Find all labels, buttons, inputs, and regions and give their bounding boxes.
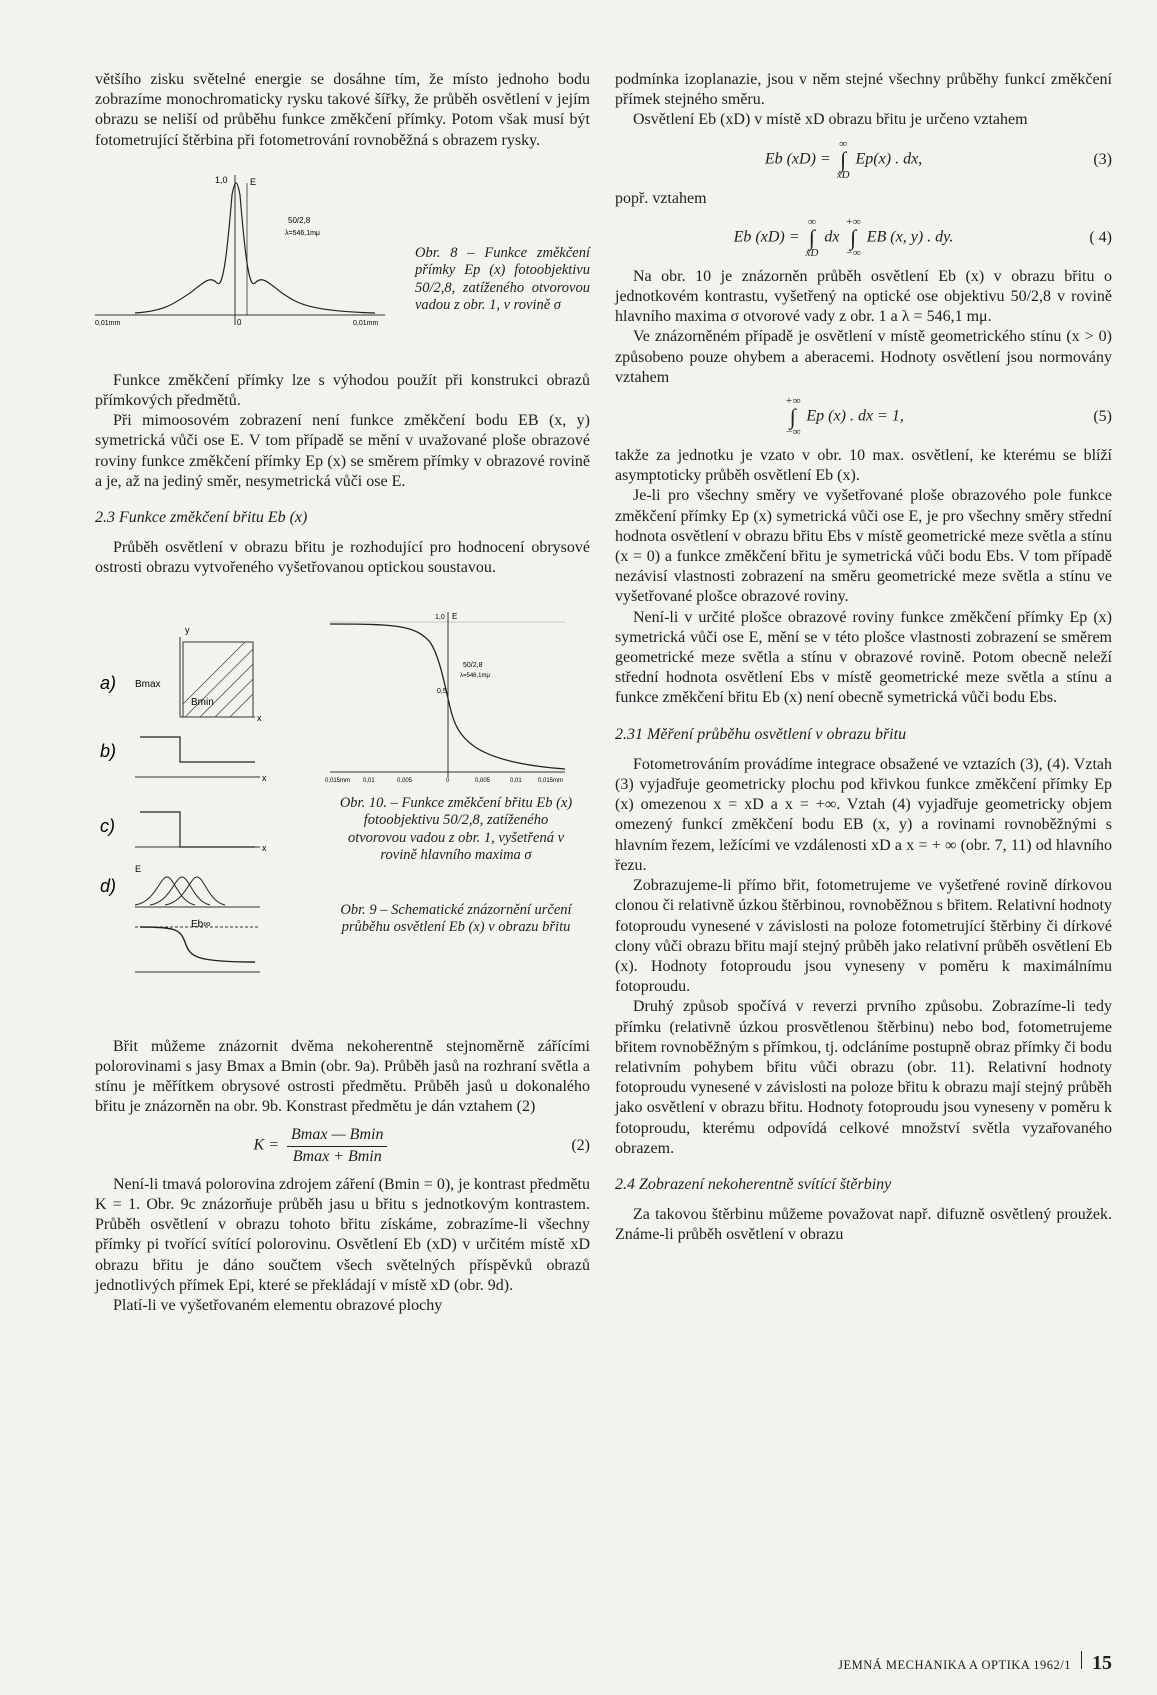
integral-lower: −∞ bbox=[845, 246, 861, 259]
integral-sign: ∞ ∫ xD bbox=[836, 137, 850, 181]
figure-10-tick: 0,015mm bbox=[538, 777, 564, 784]
equation-number: ( 4) bbox=[1089, 228, 1112, 246]
figure-9-label: E bbox=[135, 863, 142, 874]
figure-10-label: 50/2,8 bbox=[463, 661, 483, 669]
paragraph: Platí-li ve vyšetřovaném elementu obrazové plochy bbox=[113, 1297, 443, 1315]
figure-9-label: a) bbox=[100, 672, 117, 693]
equation-3-rhs: Ep(x) . dx, bbox=[855, 150, 923, 168]
paragraph: Na obr. 10 je znázorněn průběh osvětlení Eb (x) v obrazu břitu o jednotkovém kontrastu, vyšetřený na optické ose objektivu 50/2,8 v rovině hlavního maxima σ otvorové vady z obr. 1 a λ = 546,1 mμ. bbox=[615, 267, 1112, 326]
integral-sign: ∞ ∫ xD bbox=[805, 215, 819, 259]
figure-9-label: x bbox=[257, 712, 262, 723]
equation-5-rhs: Ep (x) . dx = 1, bbox=[806, 407, 904, 425]
page-footer bbox=[838, 1651, 1112, 1675]
equation-4-lhs: Eb (xD) = bbox=[733, 228, 800, 246]
equation-number: (3) bbox=[1093, 150, 1112, 168]
paragraph: Osvětlení Eb (xD) v místě xD obrazu břitu je určeno vztahem bbox=[633, 111, 1028, 129]
footer-divider bbox=[1081, 1651, 1082, 1669]
paragraph: Druhý způsob spočívá v reverzi prvního způsobu. Zobrazíme-li tedy přímku (relativně úzkou prosvětlenou štěrbinu) nebo bod, fotometrujeme břitem rovnoběžným s přímkou, tj. odcláníme postupně obraz přímky či bodu relativním pohybem břitu vůči obrazu (obr. 11). Relativní hodnoty fotoproudu vynesené v závislosti na poloze břitu k obrazu mají stejný průběh jako osvětlení v obrazu břitu. Hodnoty fotoproudu jsou vyneseny v poměru k fotoproudu, kterému odpovídá celkové množství světla vyzařovaného obrazem. bbox=[615, 998, 1112, 1157]
figure-10-tick: 0 bbox=[446, 777, 450, 784]
paragraph: Za takovou štěrbinu můžeme považovat např. difuzně osvětlený proužek. Známe-li průběh osvětlení v obrazu bbox=[615, 1206, 1112, 1244]
equation-2-lhs: K = bbox=[253, 1136, 280, 1154]
figure-9-label: Eb∞ bbox=[191, 918, 211, 930]
figure-8-label: E bbox=[250, 176, 257, 187]
equation-3-lhs: Eb (xD) = bbox=[764, 150, 831, 168]
equation-2 bbox=[95, 1125, 590, 1166]
figure-10-tick: 0,01 bbox=[363, 777, 375, 784]
section-heading: 2.4 Zobrazení nekoherentně svítící štěrbiny bbox=[615, 1175, 892, 1193]
integral-lower: xD bbox=[805, 246, 819, 259]
figure-10-tick: 0,005 bbox=[397, 777, 413, 784]
journal-name: JEMNÁ MECHANIKA A OPTIKA 1962/1 bbox=[838, 1658, 1071, 1672]
section-heading: 2.31 Měření průběhu osvětlení v obrazu břitu bbox=[615, 725, 907, 743]
paragraph: Ve znázorněném případě je osvětlení v místě geometrického stínu (x > 0) způsobeno pouze ohybem a aberacemi. Hodnoty osvětlení jsou normovány vztahem bbox=[615, 328, 1112, 386]
paragraph: popř. vztahem bbox=[615, 189, 707, 207]
figure-9-label: c) bbox=[100, 815, 115, 836]
equation-4 bbox=[615, 217, 1112, 259]
paragraph: Fotometrováním provádíme integrace obsažené ve vztazích (3), (4). Vztah (3) vyjadřuje geometricky plochu pod křivkou funkce změkčení přímky Ep (x) omezenou x = xD a x = +∞. Vztah (4) vyjadřuje geometricky objem omezený funkcí změkčení bodu EB (x, y) a rovinami rovnoběžnými s hlavním řezem, ležícími ve vzdálenosti xD a x = + ∞ (obr. 7, 11) od hlavního řezu. bbox=[615, 755, 1112, 874]
figure-8 bbox=[95, 165, 590, 365]
figure-9-label: b) bbox=[100, 740, 117, 761]
figure-8-label: 50/2,8 bbox=[288, 215, 311, 225]
integral-sign: +∞ ∫ −∞ bbox=[785, 395, 801, 439]
integral-upper: +∞ bbox=[845, 215, 861, 228]
paragraph: Při mimoosovém zobrazení není funkce změkčení bodu EB (x, y) symetrická vůči ose E. V tom případě se mění v uvažované ploše obrazové roviny funkce změkčení přímky Ep (x) se směrem přímky v obrazové rovině a je, až na jediný směr, nesymetrická vůči ose E. bbox=[95, 412, 590, 490]
figure-10-caption: Obr. 10. – Funkce změkčení břitu Eb (x) fotoobjektivu 50/2,8, zatíženého otvorovou vadou z obr. 1, vyšetřená v rovině hlavního maxima σ bbox=[339, 794, 573, 864]
integral-lower: −∞ bbox=[785, 426, 801, 439]
integral-upper: ∞ bbox=[839, 137, 848, 150]
paragraph: Funkce změkčení přímky lze s výhodou použít při konstrukci obrazů přímkových předmětů. bbox=[95, 371, 590, 410]
figure-9-label: Bmax bbox=[135, 678, 161, 690]
figure-10-label: E bbox=[452, 611, 458, 621]
figure-10-tick: 0,015mm bbox=[325, 777, 351, 784]
paragraph: Není-li tmavá polorovina zdrojem záření (Bmin = 0), je kontrast předmětu K = 1. Obr. 9c znázorňuje průběh jasu u břitu s jednotkovým kontrastem. Průběh osvětlení v obrazu tohoto břitu získáme, zobrazíme-li všechny přímky pi tvořící svítící polorovinu. Osvětlení Eb (xD) v určitém místě xD obrazu břitu je dáno součtem všech světelných příspěvků obrazů jednotlivých přímek Epi, které se překládají v místě xD (obr. 9d). bbox=[95, 1175, 590, 1294]
paragraph: takže za jednotku je vzato v obr. 10 max. osvětlení, ke kterému se blíží asymptoticky průběh osvětlení Eb (x). bbox=[615, 447, 1112, 485]
figure-8-label: 0,01mm bbox=[353, 319, 379, 327]
paragraph: podmínka izoplanazie, jsou v něm stejné všechny průběhy funkcí změkčení přímek stejného směru. bbox=[615, 71, 1112, 109]
equation-4-mid: dx bbox=[824, 228, 840, 246]
paragraph: Průběh osvětlení v obrazu břitu je rozhodující pro hodnocení obrysové ostrosti obrazu vytvořeného vyšetřovanou optickou soustavou. bbox=[95, 539, 590, 577]
paragraph: Není-li v určité plošce obrazové roviny funkce změkčení přímky Ep (x) symetrická vůči ose E, mění se v této plošce vlastnosti zobrazení se směrem geometrické meze světla a stínu v obrazové rovině. Potom obecně neleží střední hodnota osvětlení Ebs v místě geometrické meze světla a stínu a funkce změkčení břitu Eb (x) není obecně symetrická vůči bodu Ebs. bbox=[615, 608, 1112, 707]
equation-5 bbox=[615, 396, 1112, 438]
figure-9-label: y bbox=[185, 624, 190, 635]
figure-10-tick: 0,005 bbox=[475, 777, 491, 784]
figure-9-label: d) bbox=[100, 875, 117, 896]
figure-8-caption: Obr. 8 – Funkce změkčení přímky Ep (x) fotoobjektivu 50/2,8, zatíženého otvorovou vadou z obr. 1, v rovině σ bbox=[415, 244, 590, 314]
page-number: 15 bbox=[1092, 1652, 1112, 1674]
figure-9-label: x bbox=[262, 842, 267, 853]
figure-8-label: 1,0 bbox=[215, 174, 228, 185]
figure-8-label: 0 bbox=[237, 317, 242, 327]
equation-number: (5) bbox=[1093, 407, 1112, 425]
integral-lower: xD bbox=[836, 168, 850, 181]
equation-2-fraction bbox=[287, 1125, 387, 1166]
figure-8-label: 0,01mm bbox=[95, 319, 121, 327]
figure-9-label: Bmin bbox=[191, 696, 214, 708]
equation-2-numerator: Bmax — Bmin bbox=[287, 1125, 387, 1146]
equation-number: (2) bbox=[571, 1137, 590, 1155]
right-column bbox=[615, 70, 1112, 1246]
equation-4-rhs: EB (x, y) . dy. bbox=[866, 228, 954, 246]
figure-9-label: x bbox=[262, 772, 267, 783]
section-heading: 2.3 Funkce změkčení břitu Eb (x) bbox=[95, 509, 308, 527]
figure-10-label: 1,0 bbox=[435, 613, 445, 621]
equation-2-denominator: Bmax + Bmin bbox=[292, 1147, 382, 1165]
figure-10-label: λ=546,1mμ bbox=[460, 672, 490, 679]
integral-upper: ∞ bbox=[808, 215, 816, 228]
paragraph: Břit můžeme znázornit dvěma nekoherentně stejnoměrně zářícími polorovinami s jasy Bmax a Bmin (obr. 9a). Průběh jasů na rozhraní světla a stínu je měřítkem obrysové ostrosti předmětu. Průběh jasů u dokonalého břitu je znázorněn na obr. 9b. Konstrast předmětu je dán vztahem (2) bbox=[95, 1037, 590, 1116]
figure-10-label: 0,5 bbox=[437, 687, 447, 695]
paragraph: Zobrazujeme-li přímo břit, fotometrujeme ve vyšetřené rovině dírkovou clonou či relativně úzkou štěrbinou, rovnoběžnou s břitem. Relativní hodnoty fotoproudu vynesené v závislosti na poloze fotometrující štěrbiny či dírkové clony vůči obrazu břitu mají stejný průběh jako relativní průběh osvětlení Eb (x). Hodnoty fotoproudu jsou vyneseny v poměru k maximálnímu fotoproudu. bbox=[615, 877, 1112, 996]
figure-8-label: λ=546,1mμ bbox=[285, 229, 320, 237]
figure-10-tick: 0,01 bbox=[510, 777, 522, 784]
paragraph: většího zisku světelné energie se dosáhne tím, že místo jednoho bodu zobrazíme monochromaticky rysku takové šířky, že průběh osvětlení v jejím obrazu se neliší od průběhu funkce změkčení přímky. Potom však musí být fotometrující štěrbina při fotometrování rovnoběžná s obrazem rysky. bbox=[95, 71, 590, 149]
figure-9-caption: Obr. 9 – Schematické znázornění určení průběhu osvětlení Eb (x) v obrazu břitu bbox=[340, 901, 572, 936]
integral-sign: +∞ ∫ −∞ bbox=[845, 215, 861, 259]
figures-9-10 bbox=[95, 597, 590, 1027]
paragraph: Je-li pro všechny směry ve vyšetřované ploše obrazového pole funkce změkčení přímky Ep (x) symetrická vůči ose E, je pro všechny směry střední hodnota osvětlení v obrazu břitu Ebs v místě geometrické meze světla a stínu (x = 0) a funkce změkčení břitu je symetrická vůči bodu Ebs. V tom případě nezávisí vlastnosti zobrazení na směru geometrické meze světla a stínu ve vyšetřované plošce obrazové roviny. bbox=[615, 487, 1112, 606]
integral-upper: +∞ bbox=[785, 395, 801, 408]
equation-3 bbox=[615, 139, 1112, 181]
left-column bbox=[95, 70, 590, 1316]
